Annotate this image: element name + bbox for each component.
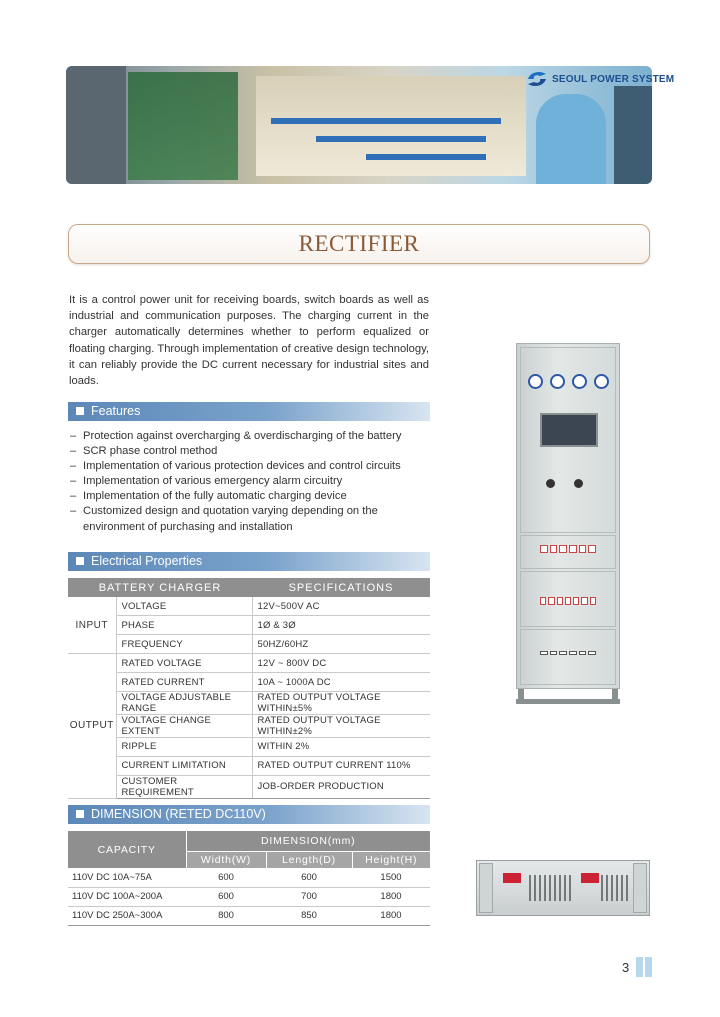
column-header: Length(D) — [266, 851, 352, 868]
title-box — [68, 224, 650, 264]
electrical-properties-table — [68, 578, 430, 799]
list-item: – Implementation of various emergency alarm circuitry — [70, 475, 343, 488]
table-row: 110V DC 100A~200A 600 700 1800 — [68, 887, 430, 906]
table-header-row — [68, 831, 430, 851]
dimension-heading: DIMENSION (RETED DC110V) — [91, 807, 266, 821]
column-header: Width(W) — [186, 851, 266, 868]
table-row: CUSTOMER REQUIREMENT JOB-ORDER PRODUCTION — [68, 775, 430, 798]
electrical-heading-bar — [68, 552, 430, 571]
logo-icon — [526, 70, 548, 88]
features-list — [70, 429, 432, 535]
square-bullet-icon — [76, 810, 84, 818]
square-bullet-icon — [76, 407, 84, 415]
table-row: OUTPUT RATED VOLTAGE 12V ~ 800V DC — [68, 654, 430, 673]
table-row: RIPPLE WITHIN 2% — [68, 737, 430, 756]
rack-mount-rectifier-image — [476, 860, 650, 916]
rectifier-cabinet-image — [512, 343, 624, 708]
logo-text: SEOUL POWER SYSTEM — [552, 73, 675, 85]
column-header: CAPACITY — [68, 831, 186, 868]
list-item: – Implementation of various protection devices and control circuits — [70, 460, 401, 473]
electrical-heading: Electrical Properties — [91, 554, 203, 568]
list-item: – Implementation of the fully automatic charging device — [70, 490, 347, 503]
column-header: BATTERY CHARGER — [68, 578, 252, 597]
page-marker-icon — [636, 957, 652, 977]
table-row: RATED CURRENT 10A ~ 1000A DC — [68, 673, 430, 692]
table-row: 110V DC 250A~300A 800 850 1800 — [68, 906, 430, 925]
page-number: 3 — [622, 960, 630, 975]
features-heading: Features — [91, 404, 141, 418]
table-row: FREQUENCY 50HZ/60HZ — [68, 635, 430, 654]
features-heading-bar — [68, 402, 430, 421]
table-row: VOLTAGE ADJUSTABLE RANGE RATED OUTPUT VOLTAGE WITHIN±5% — [68, 691, 430, 714]
column-header: Height(H) — [352, 851, 430, 868]
table-row: 110V DC 10A~75A 600 600 1500 — [68, 868, 430, 887]
group-label-output: OUTPUT — [68, 654, 116, 799]
table-row: PHASE 1Ø & 3Ø — [68, 616, 430, 635]
table-row: CURRENT LIMITATION RATED OUTPUT CURRENT 110% — [68, 756, 430, 775]
table-row: INPUT VOLTAGE 12V~500V AC — [68, 597, 430, 616]
table-row: VOLTAGE CHANGE EXTENT RATED OUTPUT VOLTAGE WITHIN±2% — [68, 714, 430, 737]
page-title: RECTIFIER — [298, 231, 420, 256]
square-bullet-icon — [76, 557, 84, 565]
group-label-input: INPUT — [68, 597, 116, 654]
company-logo — [526, 70, 674, 88]
list-item: – Customized design and quotation varying depending on the environment of purchasing and installation — [70, 505, 378, 533]
dimension-table — [68, 831, 430, 926]
list-item: – Protection against overcharging & overdischarging of the battery — [70, 430, 402, 442]
table-header-row — [68, 578, 430, 597]
column-header: SPECIFICATIONS — [252, 578, 430, 597]
column-header: DIMENSION(mm) — [186, 831, 430, 851]
intro-paragraph: It is a control power unit for receiving boards, switch boards as well as industrial and communication purposes. The charging current in the charger automatically determines whether to perform equalized or floating charging. Through implementation of creative design technology, it can reliably provide the DC current necessary for industrial sites and loads. — [69, 294, 429, 388]
list-item: – SCR phase control method — [70, 445, 218, 458]
dimension-heading-bar — [68, 805, 430, 824]
